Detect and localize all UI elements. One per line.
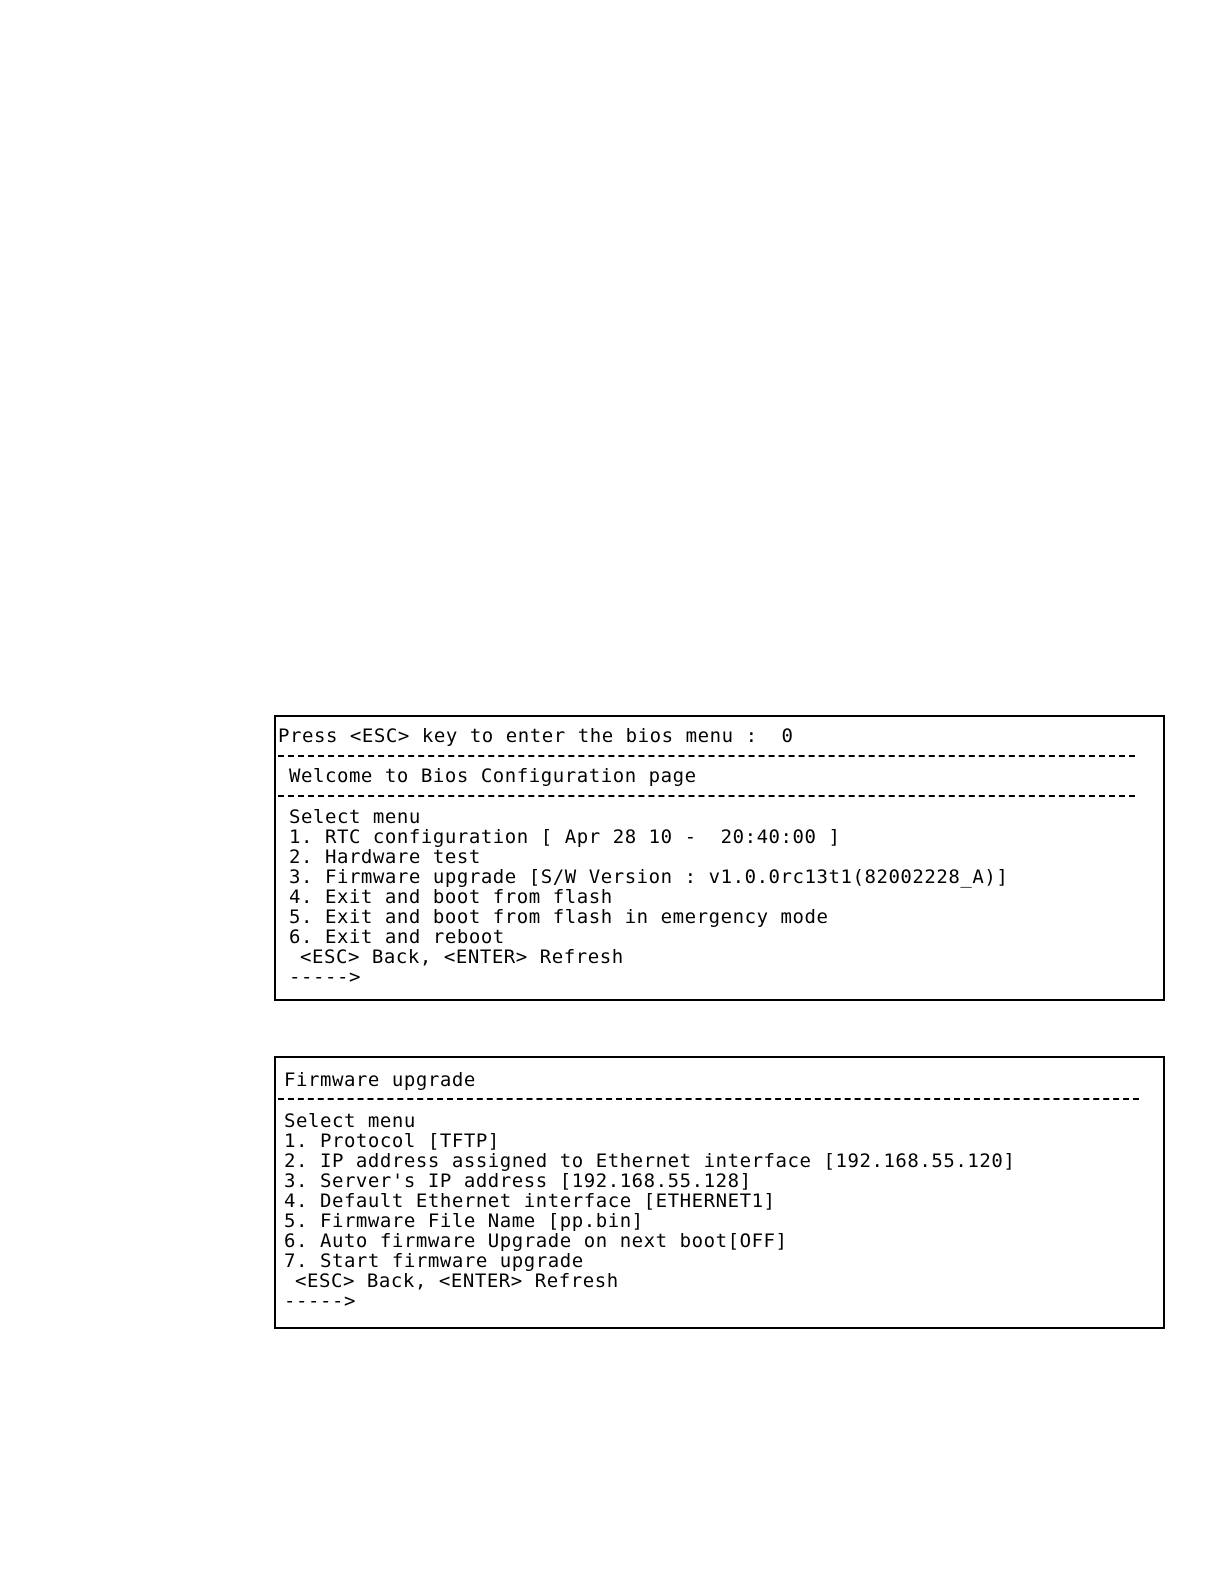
select-menu-label: Select menu bbox=[284, 1110, 416, 1132]
menu-item-ip-address[interactable]: 2. IP address assigned to Ethernet interface [192.168.55.120] bbox=[284, 1150, 1016, 1172]
bios-menu-terminal bbox=[274, 715, 1165, 1001]
input-cursor[interactable]: -----> bbox=[284, 1290, 356, 1312]
bios-enter-prompt: Press <ESC> key to enter the bios menu : 0 bbox=[278, 725, 794, 747]
select-menu-label: Select menu bbox=[289, 806, 421, 828]
menu-item-protocol[interactable]: 1. Protocol [TFTP] bbox=[284, 1130, 500, 1152]
menu-item-auto-upgrade[interactable]: 6. Auto firmware Upgrade on next boot[OFF] bbox=[284, 1230, 788, 1252]
input-cursor[interactable]: -----> bbox=[289, 966, 361, 988]
menu-item-firmware-upgrade[interactable]: 3. Firmware upgrade [S/W Version : v1.0.0rc13t1(82002228_A)] bbox=[289, 866, 1009, 888]
menu-item-exit-boot-flash[interactable]: 4. Exit and boot from flash bbox=[289, 886, 613, 908]
menu-item-hardware-test[interactable]: 2. Hardware test bbox=[289, 846, 481, 868]
menu-item-server-ip[interactable]: 3. Server's IP address [192.168.55.128] bbox=[284, 1170, 752, 1192]
menu-item-exit-boot-emergency[interactable]: 5. Exit and boot from flash in emergency mode bbox=[289, 906, 829, 928]
menu-item-exit-reboot[interactable]: 6. Exit and reboot bbox=[289, 926, 505, 948]
separator-line bbox=[278, 1098, 1139, 1100]
separator-line bbox=[278, 755, 1135, 757]
navigation-hint: <ESC> Back, <ENTER> Refresh bbox=[300, 946, 624, 968]
bios-page-title: Welcome to Bios Configuration page bbox=[289, 765, 697, 787]
firmware-upgrade-terminal bbox=[274, 1056, 1165, 1329]
separator-line bbox=[278, 795, 1135, 797]
firmware-upgrade-title: Firmware upgrade bbox=[284, 1069, 476, 1091]
navigation-hint: <ESC> Back, <ENTER> Refresh bbox=[295, 1270, 619, 1292]
menu-item-ethernet-interface[interactable]: 4. Default Ethernet interface [ETHERNET1] bbox=[284, 1190, 776, 1212]
menu-item-start-upgrade[interactable]: 7. Start firmware upgrade bbox=[284, 1250, 584, 1272]
menu-item-rtc-configuration[interactable]: 1. RTC configuration [ Apr 28 10 - 20:40:00 ] bbox=[289, 826, 841, 848]
menu-item-firmware-file-name[interactable]: 5. Firmware File Name [pp.bin] bbox=[284, 1210, 644, 1232]
